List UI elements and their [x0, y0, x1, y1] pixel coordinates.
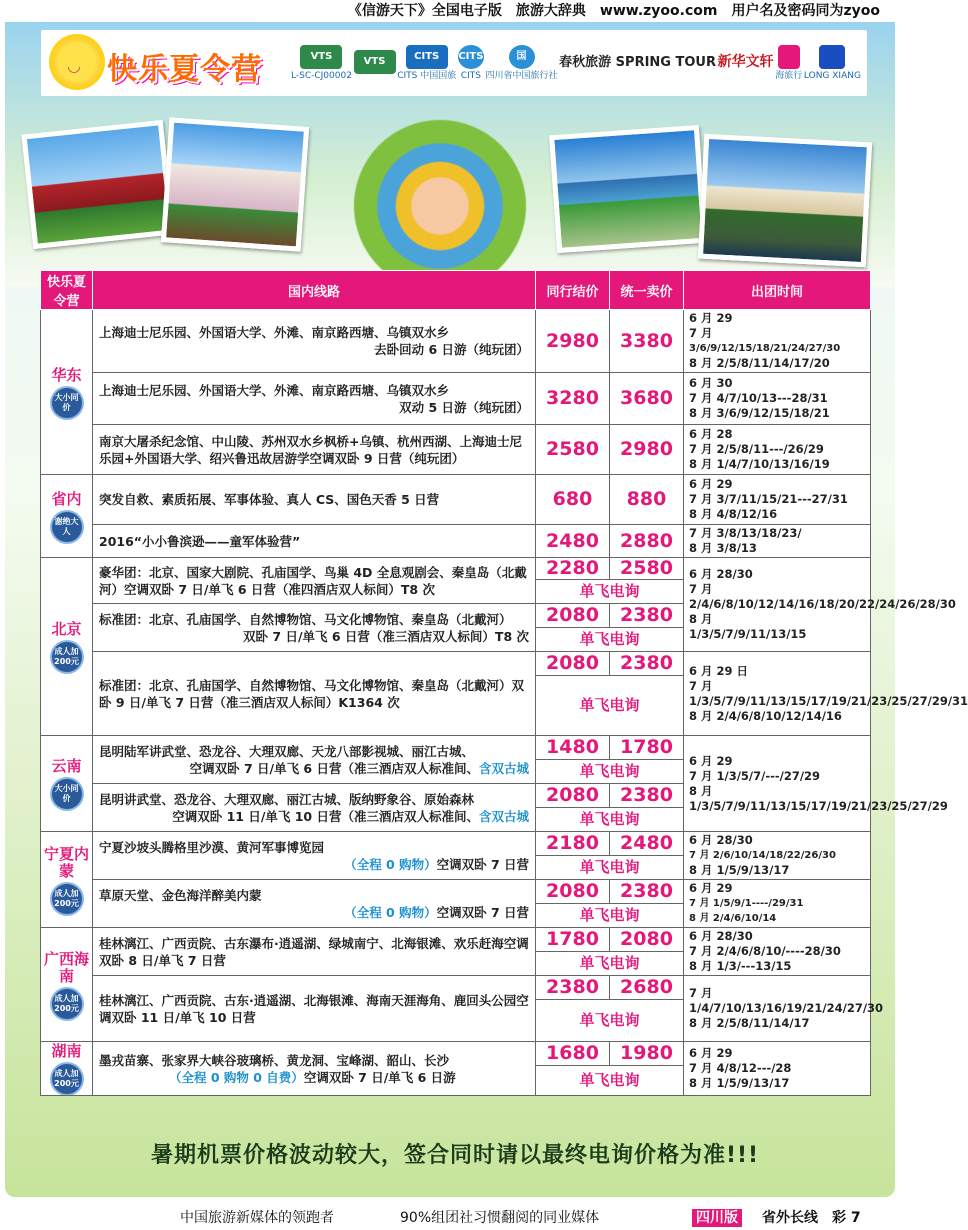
- brand-logo: [51, 36, 281, 90]
- region-cell: 云南 大小同价: [41, 736, 93, 832]
- net-price: 680: [536, 475, 610, 525]
- dates-cell: 6 月 28/30 7 月 2/6/10/14/18/22/26/30 8 月 1/5/9/13/17: [684, 832, 871, 880]
- table-row: [41, 928, 871, 952]
- ask-price: 单飞电询: [536, 952, 684, 976]
- retail-price: 1980: [610, 1042, 684, 1066]
- net-price: 1780: [536, 928, 610, 952]
- retail-price: 2380: [610, 604, 684, 628]
- region-badge: 大小同价: [52, 779, 82, 809]
- header-bar: 《信游天下》全国电子版 旅游大辞典 www.zyoo.com 用户名及密码同为zyoo: [347, 3, 880, 19]
- price-notice: 暑期机票价格波动较大，签合同时请以最终电询价格为准!!!: [150, 1143, 760, 1168]
- route-cell: 2016“小小鲁滨逊——童军体验营”: [93, 525, 536, 558]
- xinhua-logo: 新华文轩: [717, 54, 774, 70]
- retail-price: 2980: [610, 425, 684, 475]
- vts-logo: VTS: [354, 50, 396, 76]
- route-cell: 豪华团：北京、国家大剧院、孔庙国学、鸟巢 4D 全息观剧会、秦皇岛（北戴河）空调双卧 7 日/单飞 6 日营（准四酒店双人标间）T8 次: [93, 558, 536, 604]
- net-price: 2380: [536, 976, 610, 1000]
- retail-price: 2580: [610, 558, 684, 580]
- region-badge: 谢绝大人: [52, 512, 82, 542]
- net-price: 2080: [536, 784, 610, 808]
- table-header: [41, 271, 871, 310]
- region-cell: 宁夏内蒙 成人加200元: [41, 832, 93, 928]
- ask-price: 单飞电询: [536, 808, 684, 832]
- table-row: [41, 525, 871, 558]
- partner-logos: [291, 38, 861, 88]
- col-header: 统一卖价: [610, 271, 684, 310]
- retail-price: 2480: [610, 832, 684, 856]
- children-photo: [335, 92, 545, 282]
- col-header: 出团时间: [684, 271, 871, 310]
- ask-price: 单飞电询: [536, 904, 684, 928]
- banner: [5, 22, 895, 287]
- region-cell: 湖南 成人加200元: [41, 1042, 93, 1096]
- ask-price: 单飞电询: [536, 760, 684, 784]
- table-row: [41, 652, 871, 676]
- table-row: [41, 425, 871, 475]
- tiananmen-photo: [21, 120, 174, 249]
- region-cell: 广西海南 成人加200元: [41, 928, 93, 1042]
- route-cell: 桂林漓江、广西贡院、古东·逍遥湖、北海银滩、海南天涯海角、鹿回头公园空调双卧 11 日/单飞 10 日营: [93, 976, 536, 1042]
- ask-price: 单飞电询: [536, 856, 684, 880]
- dates-cell: 6 月 29 7 月 3/6/9/12/15/18/21/24/27/30 8 月 2/5/8/11/14/17/20: [684, 310, 871, 373]
- section-label: 省外长线 彩 7: [762, 1210, 861, 1226]
- ask-price: 单飞电询: [536, 1000, 684, 1042]
- dates-cell: 6 月 28 7 月 2/5/8/11---/26/29 8 月 1/4/7/10/13/16/19: [684, 425, 871, 475]
- net-price: 3280: [536, 373, 610, 425]
- dates-cell: 6 月 28/30 7 月 2/4/6/8/10/12/14/16/18/20/22/24/26/28/30 8 月 1/3/5/7/9/11/13/15: [684, 558, 871, 652]
- net-price: 2480: [536, 525, 610, 558]
- net-price: 2280: [536, 558, 610, 580]
- table-row: [41, 558, 871, 580]
- net-price: 2080: [536, 880, 610, 904]
- table-row: [41, 976, 871, 1000]
- retail-price: 2080: [610, 928, 684, 952]
- sc-cits-logo: 国 四川省中国旅行社: [486, 45, 558, 81]
- retail-price: 3380: [610, 310, 684, 373]
- route-cell: 墨戎苗寨、张家界大峡谷玻璃桥、黄龙洞、宝峰湖、韶山、长沙 （全程 0 购物 0 自费）空调双卧 7 日/单飞 6 日游: [93, 1042, 536, 1096]
- region-cell: 北京 成人加200元: [41, 558, 93, 736]
- net-price: 2580: [536, 425, 610, 475]
- retail-price: 2380: [610, 880, 684, 904]
- haiyou-logo: 海旅行: [775, 45, 802, 81]
- route-table-wrap: [40, 270, 968, 1096]
- table-row: [41, 880, 871, 904]
- route-cell: 昆明讲武堂、恐龙谷、大理双廊、丽江古城、版纳野象谷、原始森林 空调双卧 11 日/单飞 10 日营（准三酒店双人标准间、含双古城: [93, 784, 536, 832]
- net-price: 2080: [536, 652, 610, 676]
- ask-price: 单飞电询: [536, 676, 684, 736]
- table-row: [41, 475, 871, 525]
- iata-logo: VTS L-SC-CJ00002: [291, 45, 352, 81]
- region-badge: 成人加200元: [52, 1064, 82, 1094]
- dates-cell: 6 月 29 7 月 3/7/11/15/21---27/31 8 月 4/8/12/16: [684, 475, 871, 525]
- sun-icon: ◡: [53, 38, 101, 86]
- route-cell: 桂林漓江、广西贡院、古东瀑布·逍遥湖、绿城南宁、北海银滩、欢乐赶海空调双卧 8 日/单飞 7 日营: [93, 928, 536, 976]
- ask-price: 单飞电询: [536, 1066, 684, 1096]
- dates-cell: 6 月 29 日 7 月 1/3/5/7/9/11/13/15/17/19/21/23/25/27/29/31 8 月 2/4/6/8/10/12/14/16: [684, 652, 871, 736]
- col-header: 国内线路: [93, 271, 536, 310]
- cits-logo: CITS CITS 中国国旅: [397, 45, 456, 81]
- retail-price: 2680: [610, 976, 684, 1000]
- dates-cell: 6 月 29 7 月 1/5/9/1----/29/31 8 月 2/4/6/10/14: [684, 880, 871, 928]
- edition-badge: 四川版: [692, 1209, 742, 1227]
- route-cell: 标准团：北京、孔庙国学、自然博物馆、马文化博物馆、秦皇岛（北戴河） 双卧 7 日/单飞 6 日营（准三酒店双人标间）T8 次: [93, 604, 536, 652]
- dates-cell: 6 月 29 7 月 1/3/5/7/---/27/29 8 月 1/3/5/7/9/11/13/15/17/19/21/23/25/27/29: [684, 736, 871, 832]
- ask-price: 单飞电询: [536, 580, 684, 604]
- table-row: [41, 373, 871, 425]
- region-cell: 省内 谢绝大人: [41, 475, 93, 558]
- col-header: 快乐夏令营: [41, 271, 93, 310]
- brand-title: 快乐夏令营: [107, 52, 262, 87]
- route-cell: 上海迪士尼乐园、外国语大学、外滩、南京路西塘、乌镇双水乡 去卧回动 6 日游（纯玩团）: [93, 310, 536, 373]
- route-cell: 昆明陆军讲武堂、恐龙谷、大理双廊、天龙八部影视城、丽江古城、 空调双卧 7 日/单飞 6 日营（准三酒店双人标准间、含双古城: [93, 736, 536, 784]
- pagoda-photo: [698, 134, 872, 268]
- retail-price: 2380: [610, 652, 684, 676]
- net-price: 2180: [536, 832, 610, 856]
- route-cell: 标准团：北京、孔庙国学、自然博物馆、马文化博物馆、秦皇岛（北戴河）双卧 9 日/单飞 7 日营（准三酒店双人标间）K1364 次: [93, 652, 536, 736]
- region-badge: 成人加200元: [52, 989, 82, 1019]
- spring-tour-logo: 春秋旅游 SPRING TOUR: [559, 54, 716, 70]
- table-row: [41, 310, 871, 373]
- table-row: [41, 736, 871, 760]
- dates-cell: 6 月 29 7 月 4/8/12---/28 8 月 1/5/9/13/17: [684, 1042, 871, 1096]
- dates-cell: 7 月 1/4/7/10/13/16/19/21/24/27/30 8 月 2/5/8/11/14/17: [684, 976, 871, 1042]
- route-cell: 宁夏沙坡头腾格里沙漠、黄河军事博览园 （全程 0 购物）空调双卧 7 日营: [93, 832, 536, 880]
- cits2-logo: CITS CITS: [458, 45, 484, 81]
- net-price: 1680: [536, 1042, 610, 1066]
- retail-price: 2380: [610, 784, 684, 808]
- net-price: 1480: [536, 736, 610, 760]
- route-cell: 南京大屠杀纪念馆、中山陵、苏州双水乡枫桥+乌镇、杭州西湖、上海迪士尼乐园+外国语大学、绍兴鲁迅故居游学空调双卧 9 日营（纯玩团）: [93, 425, 536, 475]
- route-cell: 上海迪士尼乐园、外国语大学、外滩、南京路西塘、乌镇双水乡 双动 5 日游（纯玩团）: [93, 373, 536, 425]
- footer-slogan: 中国旅游新媒体的领跑者: [180, 1210, 334, 1226]
- table-row: [41, 1042, 871, 1066]
- region-badge: 成人加200元: [52, 642, 82, 672]
- disney-castle-photo: [161, 117, 309, 251]
- footer-tagline: 90%组团社习惯翻阅的同业媒体: [400, 1210, 600, 1226]
- route-cell: 草原天堂、金色海洋醉美内蒙 （全程 0 购物）空调双卧 7 日营: [93, 880, 536, 928]
- route-table: [40, 270, 968, 1096]
- seaside-photo: [549, 125, 707, 253]
- footer: [0, 1207, 900, 1230]
- route-cell: 突发自救、素质拓展、军事体验、真人 CS、国色天香 5 日营: [93, 475, 536, 525]
- logo-bar: [41, 30, 867, 96]
- retail-price: 3680: [610, 373, 684, 425]
- region-cell: 华东 大小同价: [41, 310, 93, 475]
- net-price: 2980: [536, 310, 610, 373]
- region-badge: 成人加200元: [52, 884, 82, 914]
- col-header: 同行结价: [536, 271, 610, 310]
- net-price: 2080: [536, 604, 610, 628]
- dates-cell: 6 月 28/30 7 月 2/4/6/8/10/----28/30 8 月 1/3/---13/15: [684, 928, 871, 976]
- region-badge: 大小同价: [52, 388, 82, 418]
- retail-price: 1780: [610, 736, 684, 760]
- retail-price: 2880: [610, 525, 684, 558]
- dates-cell: 7 月 3/8/13/18/23/ 8 月 3/8/13: [684, 525, 871, 558]
- longxiang-logo: LONG XIANG: [804, 45, 861, 81]
- dates-cell: 6 月 30 7 月 4/7/10/13---28/31 8 月 3/6/9/12/15/18/21: [684, 373, 871, 425]
- ask-price: 单飞电询: [536, 628, 684, 652]
- retail-price: 880: [610, 475, 684, 525]
- table-row: [41, 832, 871, 856]
